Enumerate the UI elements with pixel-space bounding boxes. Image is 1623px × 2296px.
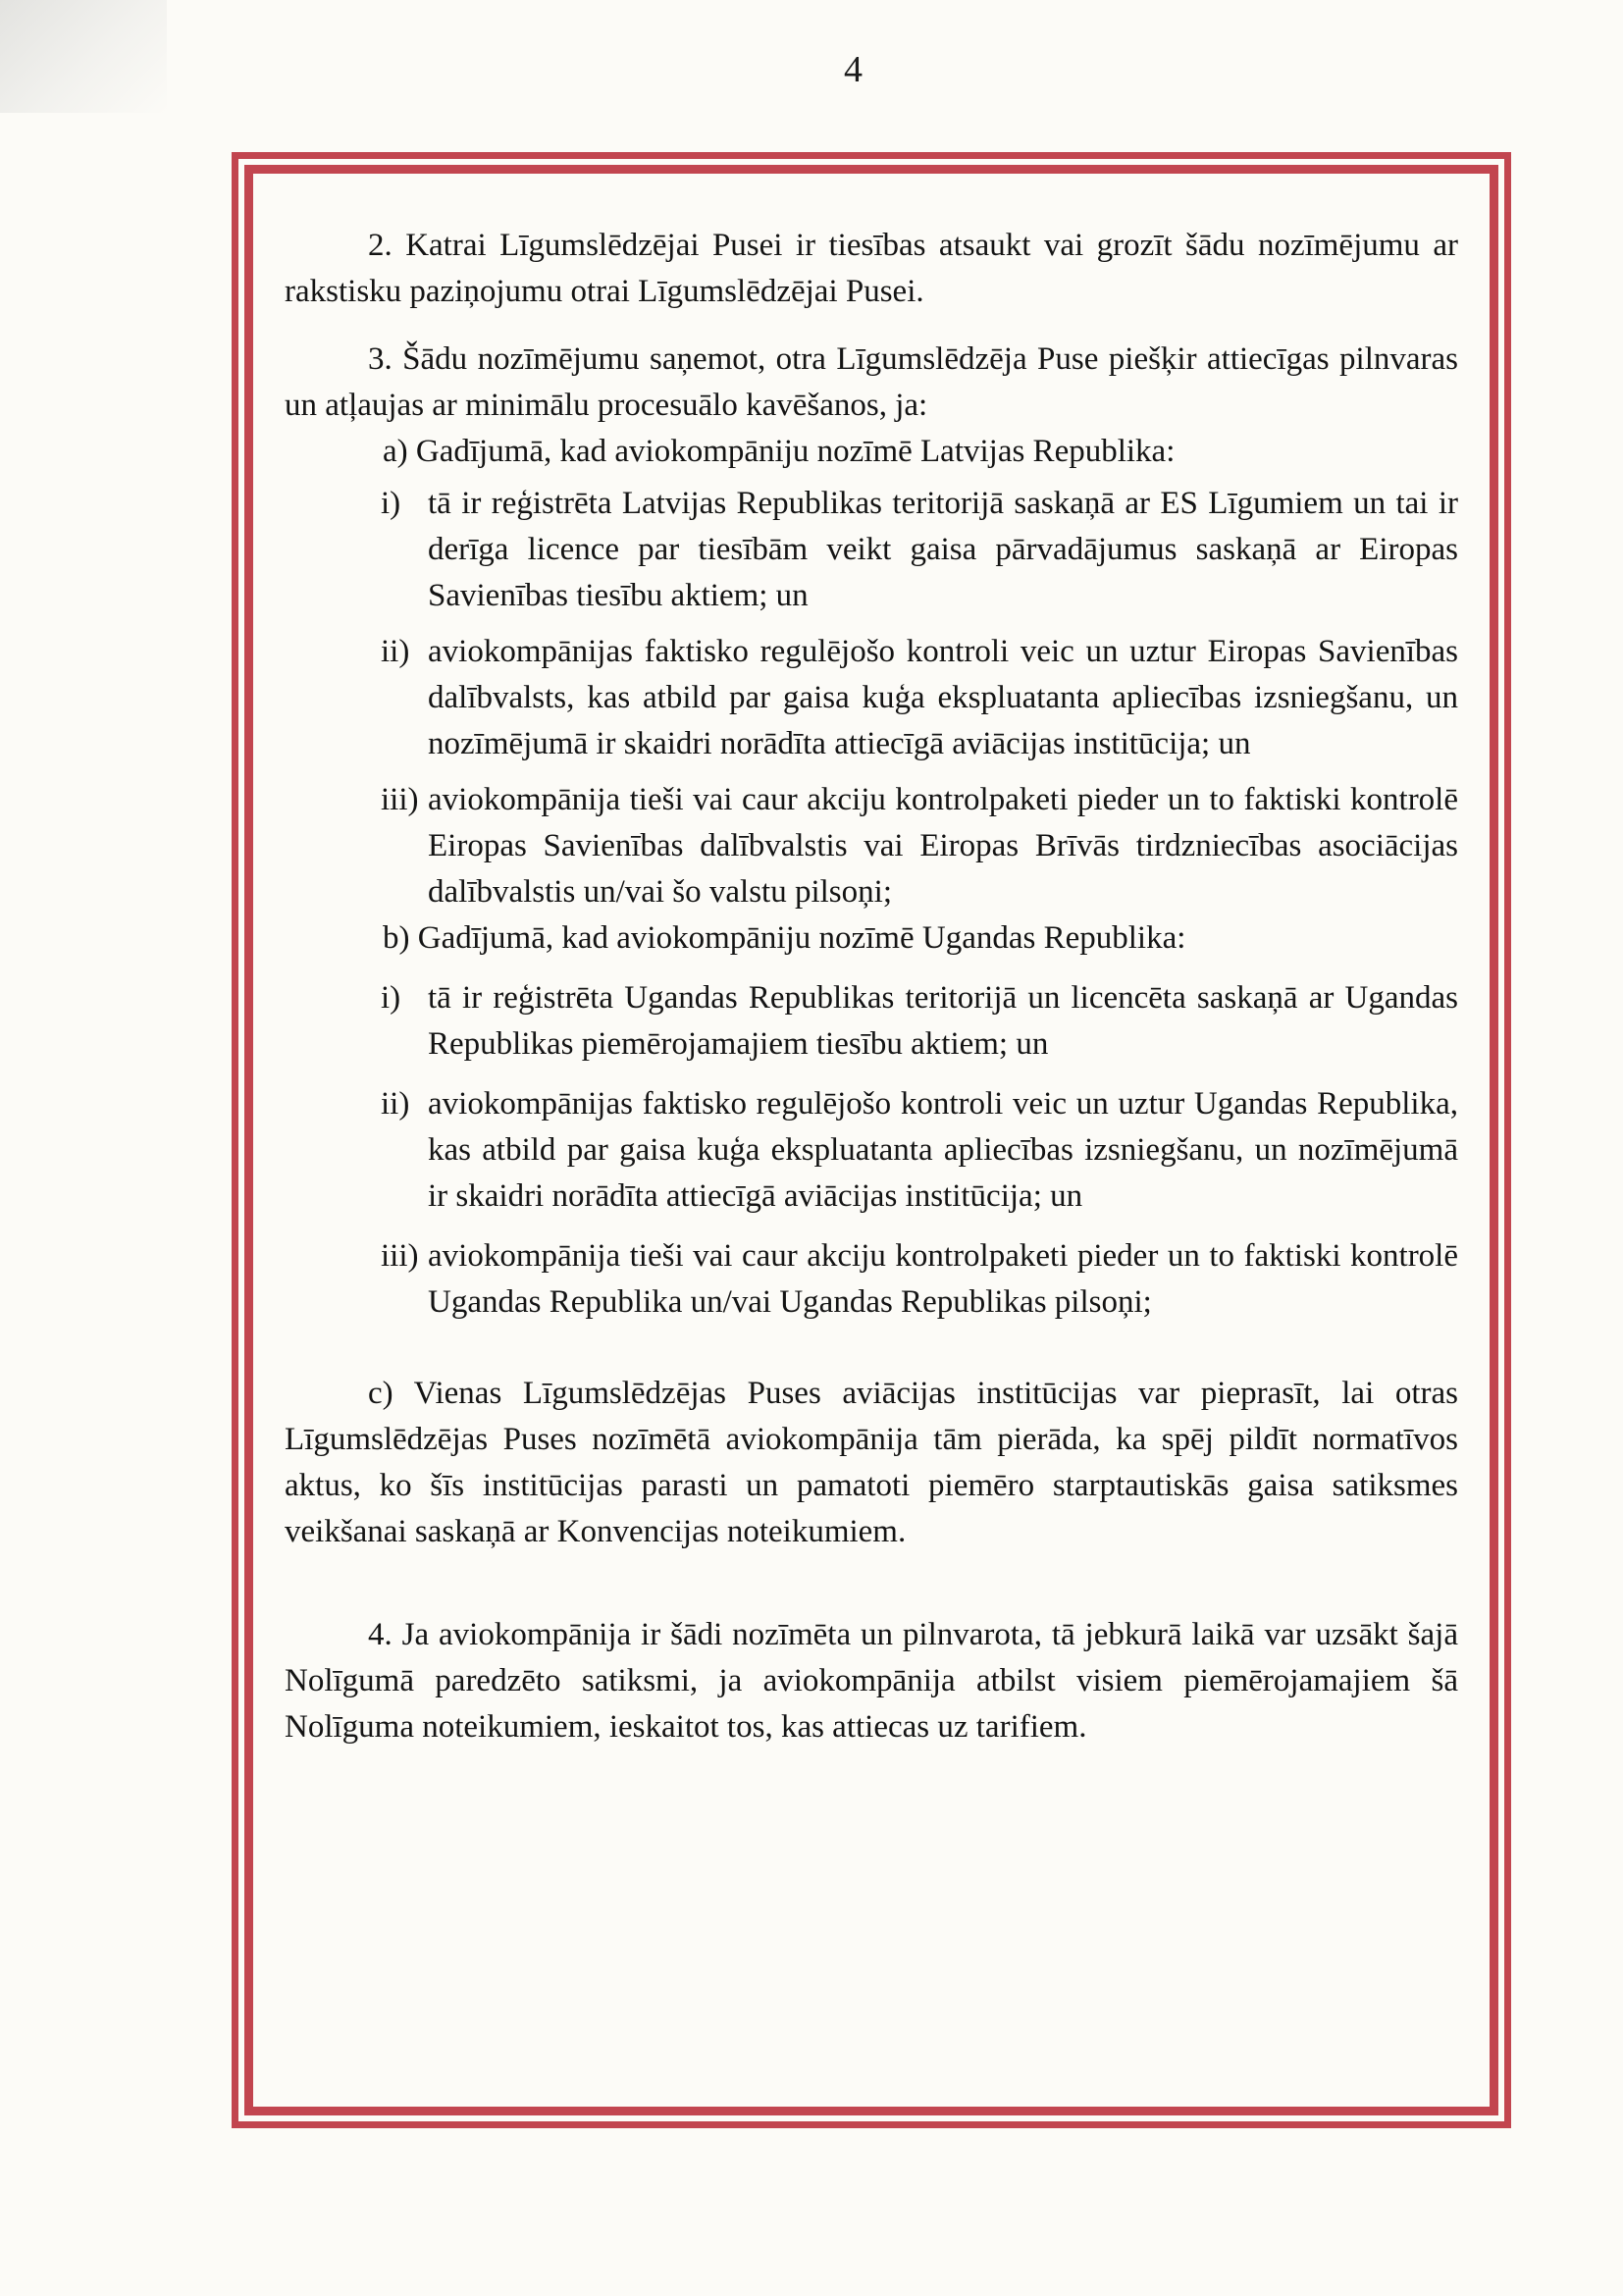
list-marker: ii) [381, 1086, 410, 1122]
list-item [381, 1081, 1458, 1220]
decorative-border-frame [232, 152, 1511, 2128]
page-number: 4 [844, 49, 863, 90]
case-a-section [285, 429, 1458, 915]
list-item [381, 777, 1458, 915]
list-item [381, 1233, 1458, 1326]
list-item-text: aviokompānijas faktisko regulējošo kontroli veic un uztur Ugandas Republika, kas atbild par gaisa kuģa ekspluatanta apliecības izsniegšanu, un nozīmējumā ir skaidri norādīta attiecīgā aviācijas institūcija; un [428, 1086, 1458, 1214]
list-item [381, 975, 1458, 1068]
list-item-text: tā ir reģistrēta Latvijas Republikas teritorijā saskaņā ar ES Līgumiem un tai ir derīga licence par tiesībām veikt gaisa pārvadājumus saskaņā ar Eiropas Savienības tiesību aktiem; un [428, 486, 1458, 613]
list-marker: ii) [381, 634, 410, 669]
list-item-text: aviokompānija tieši vai caur akciju kontrolpaketi pieder un to faktiski kontrolē Ugandas Republika un/vai Ugandas Republikas pilsoņi; [428, 1238, 1458, 1320]
paragraph-2: 2. Katrai Līgumslēdzējai Pusei ir tiesības atsaukt vai grozīt šādu nozīmējumu ar rakstisku paziņojumu otrai Līgumslēdzējai Pusei. [285, 228, 1458, 309]
paragraph-4: 4. Ja aviokompānija ir šādi nozīmēta un pilnvarota, tā jebkurā laikā var uzsākt šajā Nolīgumā paredzēto satiksmi, ja aviokompānija atbilst visiem piemērojamajiem šā Nolīguma noteikumiem, ieskaitot tos, kas attiecas uz tarifiem. [285, 1617, 1458, 1745]
list-marker: i) [381, 980, 401, 1016]
list-item [381, 629, 1458, 767]
decorative-border-inner [244, 165, 1498, 2115]
case-a-heading: a) Gadījumā, kad aviokompāniju nozīmē Latvijas Republika: [383, 434, 1176, 469]
list-item-text: tā ir reģistrēta Ugandas Republikas teritorijā un licencēta saskaņā ar Ugandas Republikas piemērojamajiem tiesību aktiem; un [428, 980, 1458, 1062]
case-b-heading: b) Gadījumā, kad aviokompāniju nozīmē Ugandas Republika: [383, 920, 1186, 956]
scan-artifact-shadow [0, 0, 167, 113]
list-marker: iii) [381, 782, 419, 817]
list-marker: i) [381, 486, 401, 521]
paragraph-3: 3. Šādu nozīmējumu saņemot, otra Līgumslēdzēja Puse piešķir attiecīgas pilnvaras un atļaujas ar minimālu procesuālo kavēšanos, ja: [285, 341, 1458, 423]
list-item [381, 481, 1458, 619]
document-body [253, 174, 1490, 2107]
list-item-text: aviokompānijas faktisko regulējošo kontroli veic un uztur Eiropas Savienības dalībvalsts, kas atbild par gaisa kuģa ekspluatanta apliecības izsniegšanu, un nozīmējumā ir skaidri norādīta attiecīgā aviācijas institūcija; un [428, 634, 1458, 761]
case-b-section [285, 915, 1458, 1326]
paragraph-c: c) Vienas Līgumslēdzējas Puses aviācijas institūcijas var pieprasīt, lai otras Līgumslēdzējas Puses nozīmētā aviokompānija tām pierāda, ka spēj pildīt normatīvos aktus, ko šīs institūcijas parasti un pamatoti piemēro starptautiskās gaisa satiksmes veikšanai saskaņā ar Konvencijas noteikumiem. [285, 1376, 1458, 1549]
list-marker: iii) [381, 1238, 419, 1274]
list-item-text: aviokompānija tieši vai caur akciju kontrolpaketi pieder un to faktiski kontrolē Eiropas Savienības dalībvalstis vai Eiropas Brīvās tirdzniecības asociācijas dalībvalstis un/vai šo valstu pilsoņi; [428, 782, 1458, 910]
